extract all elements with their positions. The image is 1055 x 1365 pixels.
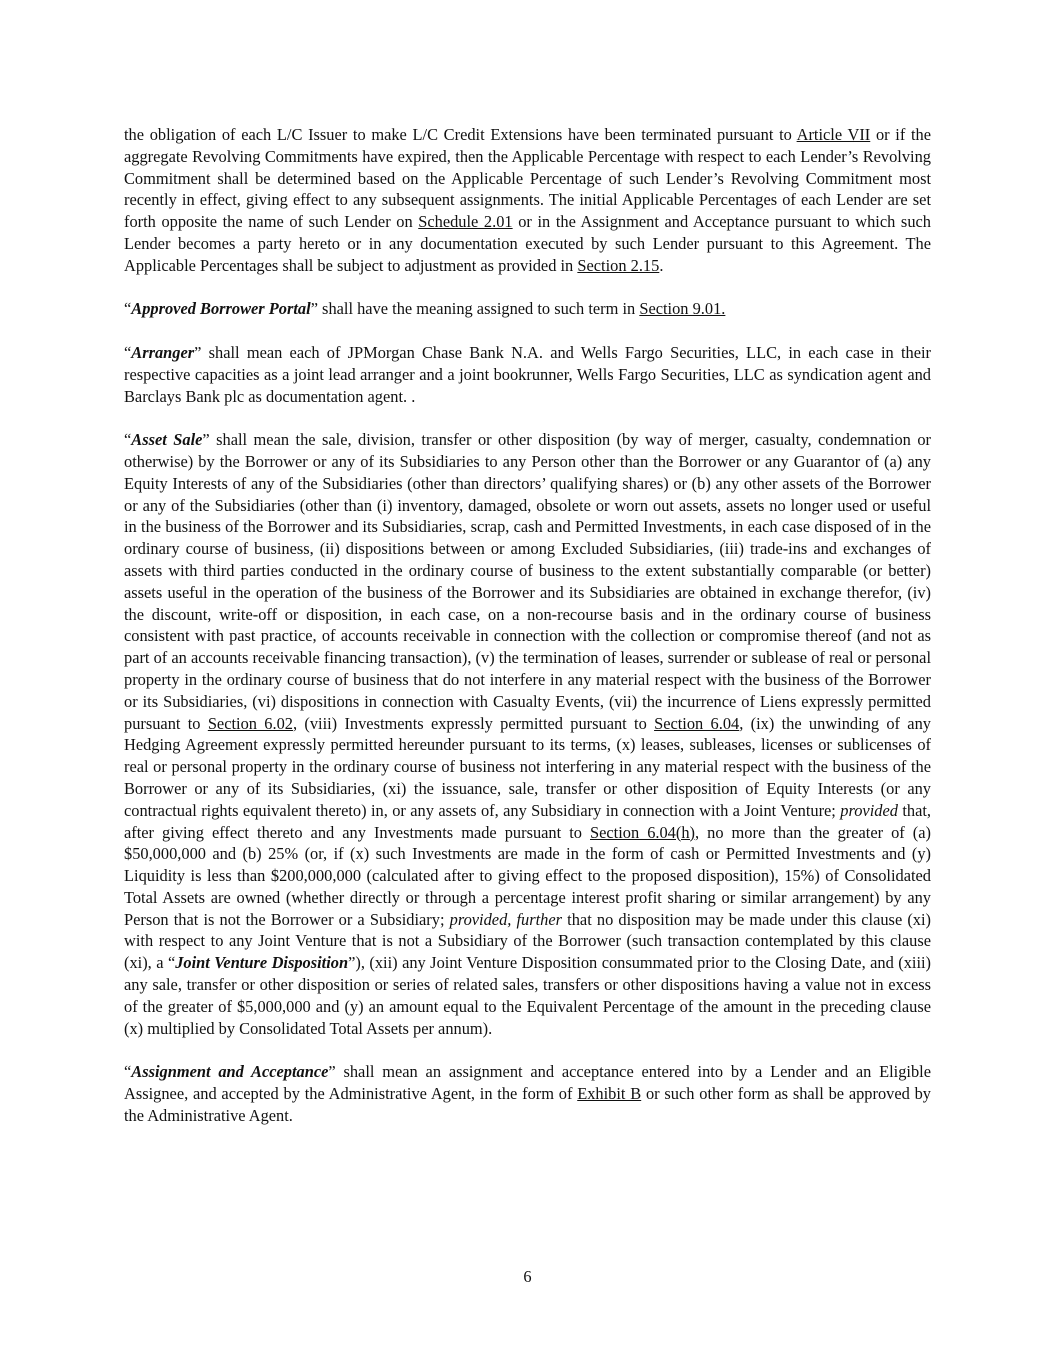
text-segment: that, after giving effect thereto and any Investments made pursuant to: [124, 800, 931, 842]
text-segment: ” shall mean the sale, division, transfer or other disposition (by way of merger, casualty, condemnation or otherwise) by the Borrower or any of its Subsidiaries to any Person other than the Borrower or any Guarantor of (a) any Equity Interests of any of the Subsidiaries (other than directors’ qualifying shares) or (b) any other assets of the Borrower or any of the Subsidiaries (other than (i) inventory, damaged, obsolete or worn out assets, assets no longer used or useful in the business of the Borrower and its Subsidiaries, scrap, cash and Permitted Investments, in each case disposed of in the ordinary course of business, (ii) dispositions between or among Excluded Subsidiaries, (iii) trade-ins and exchanges of assets with third parties conducted in the ordinary course of business to the extent substantially comparable (or better) assets useful in the operation of the business of the Borrower and its Subsidiaries are obtained in exchange therefor, (iv) the discount, write-off or disposition, in each case, on a non-recourse basis and in the ordinary course of business consistent with past practice, of accounts receivable in connection with the collection or compromise thereof (and not as part of an accounts receivable financing transaction), (v) the termination of leases, surrender or sublease of real or personal property in the ordinary course of business that do not interfere in any material respect with the business of the Borrower or its Subsidiaries, (vi) dispositions in connection with Casualty Events, (vii) the incurrence of Liens expressly permitted pursuant to: [124, 430, 931, 733]
definition-assignment-and-acceptance: [124, 1061, 931, 1126]
defined-term: Asset Sale: [131, 430, 203, 450]
document-page: [124, 124, 931, 1127]
text-segment: ”), (xii) any Joint Venture Disposition consummated prior to the Closing Date, and (xiii) any sale, transfer or other disposition or series of related sales, transfers or other dispositions having a value not in excess of the greater of $5,000,000 and (y) an amount equal to the Equivalent Percentage of the amount in the preceding clause (x) multiplied by Consolidated Total Assets per annum).: [124, 953, 932, 1038]
definition-asset-sale: [124, 429, 931, 1039]
text-segment: or in the Assignment and Acceptance pursuant to which such Lender becomes a party hereto or in any documentation executed by such Lender pursuant to this Agreement. The Applicable Percentages shall be subject to adjustment as provided in: [124, 212, 931, 275]
reference-section-2-15: Section 2.15: [577, 255, 660, 275]
reference-section-6-04-h: Section 6.04(h): [590, 822, 695, 842]
text-segment: or if the aggregate Revolving Commitments have expired, then the Applicable Percentage with respect to each Lender’s Revolving Commitment shall be determined based on the Applicable Percentage of such Lender’s Revolving Commitment most recently in effect, giving effect to any subsequent assignments. The initial Applicable Percentages of each Lender are set forth opposite the name of such Lender on: [124, 125, 931, 232]
italic-provided-further: provided, further: [449, 909, 563, 929]
reference-exhibit-b: Exhibit B: [577, 1084, 642, 1104]
text-segment: , (ix) the unwinding of any Hedging Agreement expressly permitted hereunder pursuant to its terms, (x) leases, subleases, licenses or sublicenses of real or personal property in the ordinary course of business not interfering in any material respect with the business of the Borrower or any of its Subsidiaries, (xi) the issuance, sale, transfer or other disposition of Equity Interests (or any contractual rights equivalent thereto) in, or any assets of, any Subsidiary in connection with a Joint Venture;: [124, 713, 931, 820]
italic-provided: provided: [840, 800, 898, 820]
text-segment: ” shall mean each of JPMorgan Chase Bank N.A. and Wells Fargo Securities, LLC, in each case in their respective capacities as a joint lead arranger and a joint bookrunner, Wells Fargo Securities, LLC as syndication agent and Barclays Bank plc as documentation agent. .: [124, 342, 931, 406]
reference-article-vii: Article VII: [796, 125, 871, 144]
text-segment: , no more than the greater of (a) $50,000,000 and (b) 25% (or, if (x) such Investments are made in the form of cash or Permitted Investments and (y) Liquidity is less than $200,000,000 (calculated after to giving effect to the proposed disposition), 15%) of Consolidated Total Assets are owned (whether directly or through a percentage interest profit sharing or similar arrangement) by any Person that is not the Borrower or a Subsidiary;: [124, 822, 931, 929]
reference-section-6-02: Section 6.02: [207, 713, 293, 733]
defined-term: Arranger: [131, 342, 195, 362]
text-segment: ” shall have the meaning assigned to such term in: [310, 299, 640, 319]
paragraph-applicable-percentage: [124, 124, 931, 277]
reference-section-9-01: Section 9.01.: [639, 299, 726, 319]
defined-term: Approved Borrower Portal: [131, 299, 311, 319]
open-quote: “: [124, 1062, 132, 1082]
open-quote: “: [124, 342, 132, 362]
text-segment: .: [659, 255, 664, 275]
open-quote: “: [124, 299, 132, 319]
open-quote: “: [124, 430, 132, 450]
text-segment: that no disposition may be made under this clause (xi) with respect to any Joint Venture that is not a Subsidiary of the Borrower (such transaction contemplated by this clause (xi), a “: [124, 909, 932, 973]
text-segment: , (viii) Investments expressly permitted pursuant to: [292, 713, 655, 733]
definition-arranger: [124, 342, 931, 407]
reference-schedule-2-01: Schedule 2.01: [418, 212, 513, 232]
text-segment: ” shall mean an assignment and acceptance entered into by a Lender and an Eligible Assignee, and accepted by the Administrative Agent, in the form of: [124, 1062, 931, 1104]
text-segment: or such other form as shall be approved by the Administrative Agent.: [124, 1084, 931, 1125]
reference-section-6-04: Section 6.04: [654, 713, 740, 733]
page-number: 6: [523, 1267, 532, 1286]
defined-term: Assignment and Acceptance: [131, 1062, 329, 1082]
definition-approved-borrower-portal: [124, 298, 931, 320]
text-segment: the obligation of each L/C Issuer to make L/C Credit Extensions have been terminated pursuant to: [124, 125, 797, 144]
defined-term-joint-venture-disposition: Joint Venture Disposition: [175, 953, 349, 973]
